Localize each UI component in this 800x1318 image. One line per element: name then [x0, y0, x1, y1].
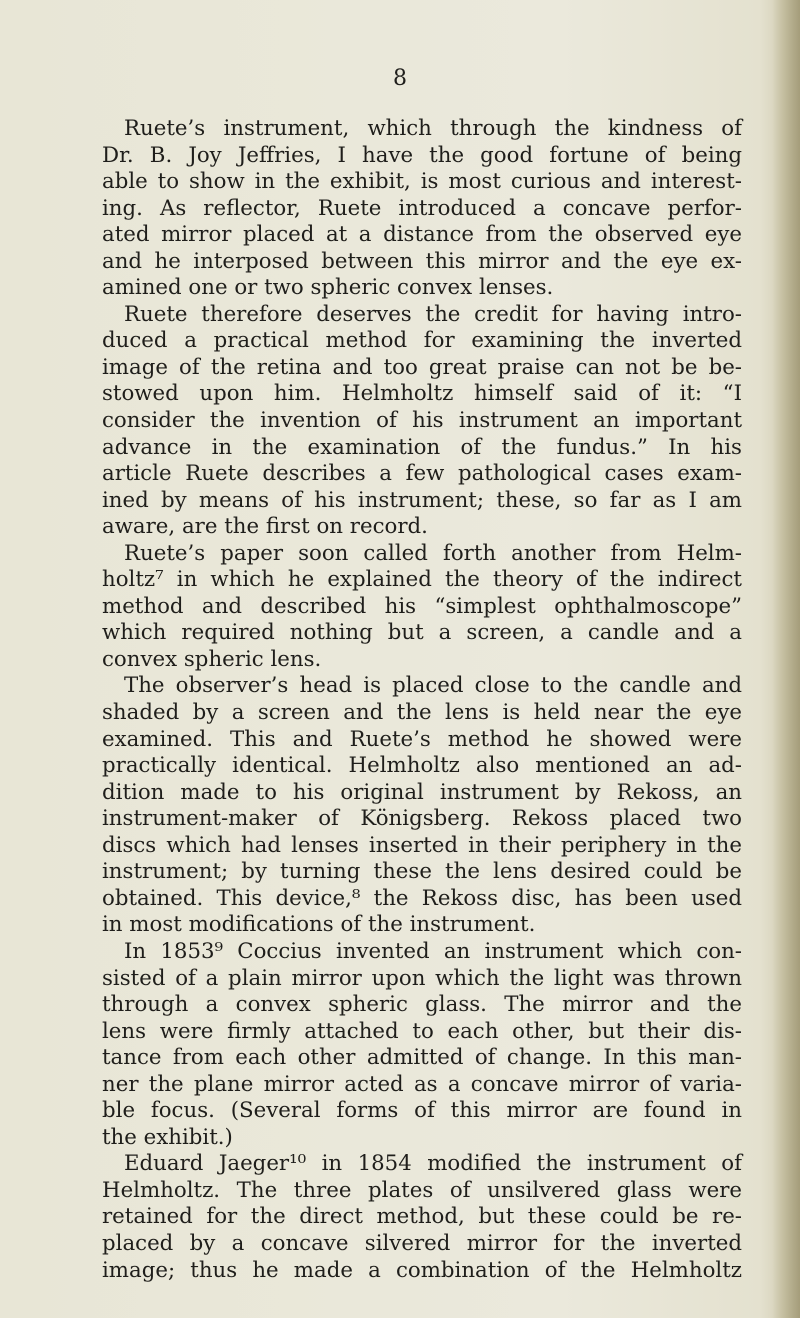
text-line: the exhibit.) [102, 1124, 233, 1150]
text-line: shaded by a screen and the lens is held near the eye [102, 700, 742, 726]
text-line: examined. This and Ruete’s method he showed were [102, 726, 742, 752]
text-line: able to show in the exhibit, is most curious and interest- [102, 169, 742, 195]
text-line: Ruete therefore deserves the credit for having intro- [124, 301, 742, 327]
text-line: aware, are the first on record. [102, 514, 428, 540]
text-line: lens were firmly attached to each other, but their dis- [102, 1018, 742, 1044]
text-line: consider the invention of his instrument an important [102, 408, 742, 434]
text-line: Eduard Jaeger¹⁰ in 1854 modified the instrument of [124, 1151, 742, 1177]
text-line: stowed upon him. Helmholtz himself said of it: “I [102, 381, 742, 407]
body-text [102, 116, 742, 1284]
text-line: Dr. B. Joy Jeffries, I have the good fortune of being [102, 142, 742, 168]
text-line: In 1853⁹ Coccius invented an instrument which con- [124, 938, 742, 964]
text-line: dition made to his original instrument by Rekoss, an [102, 779, 742, 805]
text-line: article Ruete describes a few pathological cases exam- [102, 461, 742, 487]
text-line: retained for the direct method, but these could be re- [102, 1204, 742, 1230]
page-edge-shadow [772, 0, 800, 1318]
text-line: tance from each other admitted of change. In this man- [102, 1045, 742, 1071]
text-line: The observer’s head is placed close to the candle and [124, 673, 742, 699]
text-line: instrument-maker of Königsberg. Rekoss placed two [102, 806, 742, 832]
text-line: amined one or two spheric convex lenses. [102, 275, 554, 301]
text-line: Ruete’s paper soon called forth another from Helm- [124, 540, 742, 566]
text-line: obtained. This device,⁸ the Rekoss disc, has been used [102, 885, 742, 911]
text-line: image; thus he made a combination of the Helmholtz [102, 1257, 742, 1283]
text-line: advance in the examination of the fundus.” In his [102, 434, 742, 460]
text-line: holtz⁷ in which he explained the theory of the indirect [102, 567, 742, 593]
text-line: practically identical. Helmholtz also mentioned an ad- [102, 753, 742, 779]
text-line: Helmholtz. The three plates of unsilvered glass were [102, 1177, 742, 1203]
text-line: in most modifications of the instrument. [102, 912, 536, 938]
text-line: ined by means of his instrument; these, so far as I am [102, 487, 742, 513]
text-line: convex spheric lens. [102, 646, 322, 672]
text-line: which required nothing but a screen, a candle and a [102, 620, 742, 646]
text-line: method and described his “simplest ophthalmoscope” [102, 593, 742, 619]
page-number: 8 [393, 66, 407, 91]
text-line: and he interposed between this mirror and the eye ex- [102, 248, 742, 274]
text-line: ated mirror placed at a distance from the observed eye [102, 222, 742, 248]
text-line: instrument; by turning these the lens desired could be [102, 859, 742, 885]
text-line: sisted of a plain mirror upon which the light was thrown [102, 965, 742, 991]
text-line: ner the plane mirror acted as a concave mirror of varia- [102, 1071, 742, 1097]
text-line: discs which had lenses inserted in their periphery in the [102, 832, 742, 858]
text-line: ble focus. (Several forms of this mirror are found in [102, 1098, 742, 1124]
text-line: duced a practical method for examining the inverted [102, 328, 742, 354]
text-line: image of the retina and too great praise can not be be- [102, 354, 742, 380]
text-line: Ruete’s instrument, which through the kindness of [124, 116, 742, 141]
text-line: ing. As reflector, Ruete introduced a concave perfor- [102, 195, 742, 221]
text-line: through a convex spheric glass. The mirror and the [102, 992, 742, 1018]
text-line: placed by a concave silvered mirror for the inverted [102, 1230, 742, 1256]
